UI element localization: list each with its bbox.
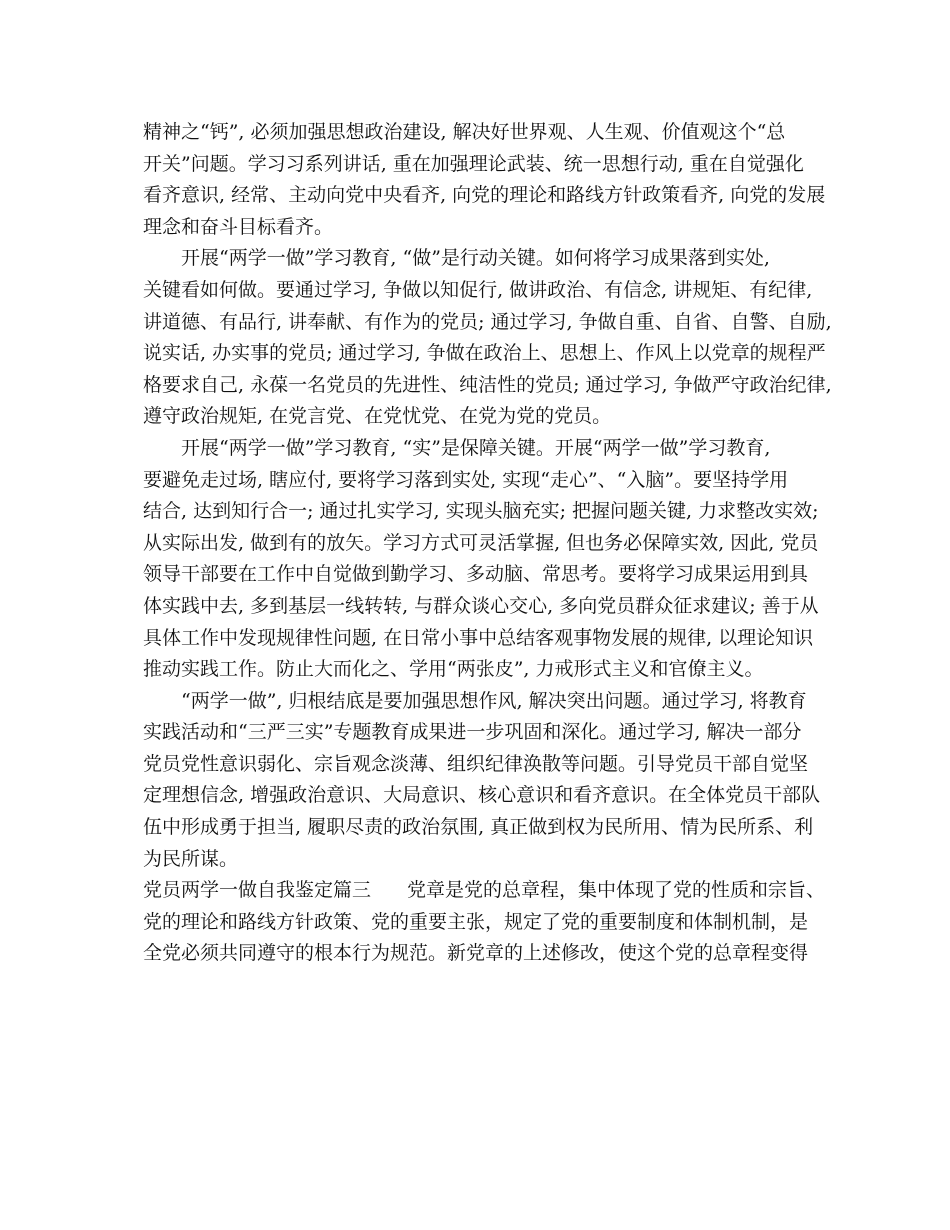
paragraphs: [143, 117, 832, 875]
paragraph-line: “两学一做”, 归根结底是要加强思想作风, 解决突出问题。通过学习, 将教育: [181, 689, 807, 712]
paragraph-line: 具体工作中发现规律性问题, 在日常小事中总结客观事物发展的规律, 以理论知识: [143, 626, 814, 649]
paragraph-line: 定理想信念, 增强政治意识、大局意识、核心意识和看齐意识。在全体党员干部队: [143, 784, 821, 807]
paragraph-line: 开展“两学一做”学习教育, “实”是保障关键。开展“两学一做”学习教育,: [181, 436, 771, 459]
paragraph-line: 讲道德、有品行, 讲奉献、有作为的党员; 通过学习, 争做自重、自省、自警、自励,: [143, 310, 832, 333]
paragraph-line: 为民所谋。: [143, 847, 239, 870]
paragraph-line: 格要求自己, 永葆一名党员的先进性、纯洁性的党员; 通过学习, 争做严守政治纪律,: [143, 373, 832, 396]
paragraph-line: 开展“两学一做”学习教育, “做”是行动关键。如何将学习成果落到实处,: [181, 247, 770, 270]
paragraph-line: 要避免走过场, 瞎应付, 要将学习落到实处, 实现“走心”、“入脑”。要坚持学用: [143, 468, 789, 491]
paragraph-line: 精神之“钙”, 必须加强思想政治建设, 解决好世界观、人生观、价值观这个“总: [143, 121, 786, 143]
paragraph-line: 伍中形成勇于担当, 履职尽责的政治氛围, 真正做到权为民所用、情为民所系、利: [143, 816, 814, 839]
paragraph-line: 推动实践工作。防止大而化之、学用“两张皮”, 力戒形式主义和官僚主义。: [143, 658, 764, 681]
paragraph-line: 关键看如何做。要通过学习, 争做以知促行, 做讲政治、有信念, 讲规矩、有纪律,: [143, 278, 813, 301]
section-line: 全党必须共同遵守的根本行为规范。新党章的上述修改，使这个党的总章程变得: [143, 942, 809, 965]
section-lines: [143, 907, 813, 970]
paragraph: [143, 686, 821, 876]
paragraph-line: 体实践中去, 多到基层一线转转, 与群众谈心交心, 多向党员群众征求建议; 善于从: [143, 594, 819, 617]
paragraph-line: 看齐意识, 经常、主动向党中央看齐, 向党的理论和路线方针政策看齐, 向党的发展: [143, 184, 826, 207]
paragraph-line: 理念和奋斗目标看齐。: [143, 215, 334, 238]
paragraph-line: 党员党性意识弱化、宗旨观念淡薄、组织纪律涣散等问题。引导党员干部自觉坚: [143, 752, 809, 775]
section-heading: 党员两学一做自我鉴定篇三: [143, 879, 372, 902]
paragraph-line: 领导干部要在工作中自觉做到勤学习、多动脑、常思考。要将学习成果运用到具: [143, 563, 809, 586]
paragraph-line: 开关”问题。学习习系列讲话, 重在加强理论武装、统一思想行动, 重在自觉强化: [143, 152, 804, 175]
paragraph: [143, 243, 832, 433]
paragraph-line: 从实际出发, 做到有的放矢。学习方式可灵活掌握, 但也务必保障实效, 因此, 党员: [143, 531, 819, 554]
paragraph-line: 遵守政治规矩, 在党言党、在党忧党、在党为党的党员。: [143, 405, 612, 428]
paragraph-line: 实践活动和“三严三实”专题教育成果进一步巩固和深化。通过学习, 解决一部分: [143, 721, 802, 744]
paragraph-line: 说实话, 办实事的党员; 通过学习, 争做在政治上、思想上、作风上以党章的规程严: [143, 342, 826, 365]
paragraph-line: 结合, 达到知行合一; 通过扎实学习, 实现头脑充实; 把握问题关键, 力求整改实效;: [143, 500, 819, 523]
section-heading-line: [143, 875, 826, 907]
section-line: 党的理论和路线方针政策、党的重要主张，规定了党的重要制度和体制机制，是: [143, 910, 809, 933]
paragraph: [143, 433, 819, 686]
section-three: [143, 875, 826, 970]
paragraph: [143, 117, 826, 243]
section-first-line: 党章是党的总章程，集中体现了党的性质和宗旨、: [407, 879, 826, 902]
document-body: [143, 117, 832, 970]
